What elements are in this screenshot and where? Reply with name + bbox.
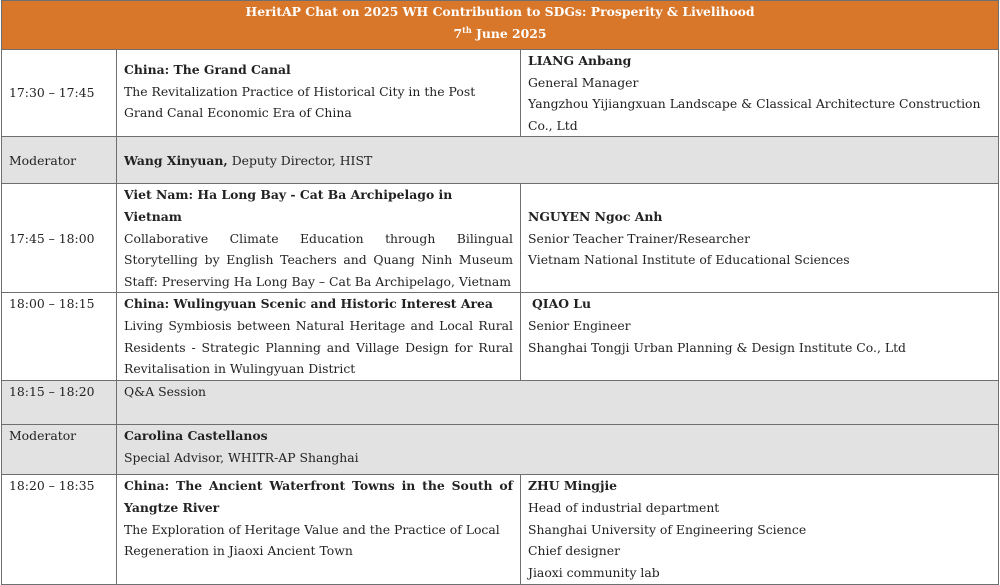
- time-cell: 17:30 – 17:45: [2, 50, 117, 137]
- moderator-name: Wang Xinyuan,: [124, 152, 228, 168]
- qa-row: [2, 381, 999, 425]
- session-description: The Revitalization Practice of Historical City in the Post Grand Canal Economic Era of China: [124, 83, 476, 121]
- table-row: [2, 293, 999, 381]
- session-description: Collaborative Climate Education through Bilingual Storytelling by English Teachers and Quang Ninh Museum Staff: Preserving Ha Long Bay – Cat Ba Archipelago, Vietnam: [124, 230, 513, 289]
- moderator-cell: [117, 137, 999, 184]
- session-cell: [117, 184, 521, 293]
- speaker-affiliation: Yangzhou Yijiangxuan Landscape & Classical Architecture Construction Co., Ltd: [528, 96, 981, 133]
- speaker-role-2: Chief designer: [528, 543, 621, 559]
- speaker-affiliation: Shanghai Tongji Urban Planning & Design Institute Co., Ltd: [528, 339, 906, 355]
- moderator-row: [2, 137, 999, 184]
- event-title: HeritAP Chat on 2025 WH Contribution to SDGs: Prosperity & Livelihood: [245, 4, 755, 19]
- moderator-row: [2, 425, 999, 475]
- schedule-header: [2, 1, 999, 50]
- moderator-detail: Special Advisor, WHITR-AP Shanghai: [124, 449, 359, 465]
- speaker-role: Senior Teacher Trainer/Researcher: [528, 230, 751, 246]
- speaker-affiliation-2: Jiaoxi community lab: [528, 564, 660, 580]
- session-description: The Exploration of Heritage Value and the Practice of Local Regeneration in Jiaoxi Ancient Town: [124, 521, 500, 559]
- speaker-role: Senior Engineer: [528, 317, 631, 333]
- speaker-name: NGUYEN Ngoc Anh: [528, 208, 663, 224]
- moderator-name: Carolina Castellanos: [124, 428, 268, 444]
- session-cell: [117, 293, 521, 381]
- speaker-cell: [521, 50, 999, 137]
- time-cell: 18:20 – 18:35: [2, 475, 117, 585]
- session-cell: [117, 50, 521, 137]
- speaker-role: Head of industrial department: [528, 499, 720, 515]
- table-row: [2, 50, 999, 137]
- session-cell: [117, 475, 521, 585]
- session-title: Viet Nam: Ha Long Bay - Cat Ba Archipelago in Vietnam: [124, 187, 453, 224]
- speaker-affiliation: Vietnam National Institute of Educational Sciences: [528, 252, 850, 268]
- speaker-name: QIAO Lu: [532, 296, 592, 312]
- speaker-affiliation: Shanghai University of Engineering Science: [528, 521, 807, 537]
- moderator-label: Moderator: [2, 137, 117, 184]
- table-row: [2, 184, 999, 293]
- session-title: China: The Grand Canal: [124, 62, 291, 77]
- speaker-cell: [521, 293, 999, 381]
- speaker-name: LIANG Anbang: [528, 53, 632, 68]
- schedule-table: [1, 0, 999, 585]
- time-cell: 18:00 – 18:15: [2, 293, 117, 381]
- table-row: [2, 475, 999, 585]
- session-title: China: The Ancient Waterfront Towns in the South of Yangtze River: [124, 478, 513, 515]
- speaker-cell: [521, 184, 999, 293]
- session-title: China: Wulingyuan Scenic and Historic Interest Area: [124, 296, 493, 312]
- speaker-name: ZHU Mingjie: [528, 478, 618, 494]
- speaker-role: General Manager: [528, 74, 639, 90]
- time-cell: 17:45 – 18:00: [2, 184, 117, 293]
- moderator-detail: Deputy Director, HIST: [227, 152, 373, 168]
- session-description: Living Symbiosis between Natural Heritage and Local Rural Residents - Strategic Planning and Village Design for Rural Revitalisation in Wulingyuan District: [124, 317, 513, 377]
- qa-label: Q&A Session: [117, 381, 999, 425]
- time-cell: 18:15 – 18:20: [2, 381, 117, 425]
- header-cell: [2, 1, 999, 50]
- speaker-cell: [521, 475, 999, 585]
- moderator-label: Moderator: [2, 425, 117, 475]
- moderator-cell: [117, 425, 999, 475]
- event-date: 7th June 2025: [453, 24, 547, 41]
